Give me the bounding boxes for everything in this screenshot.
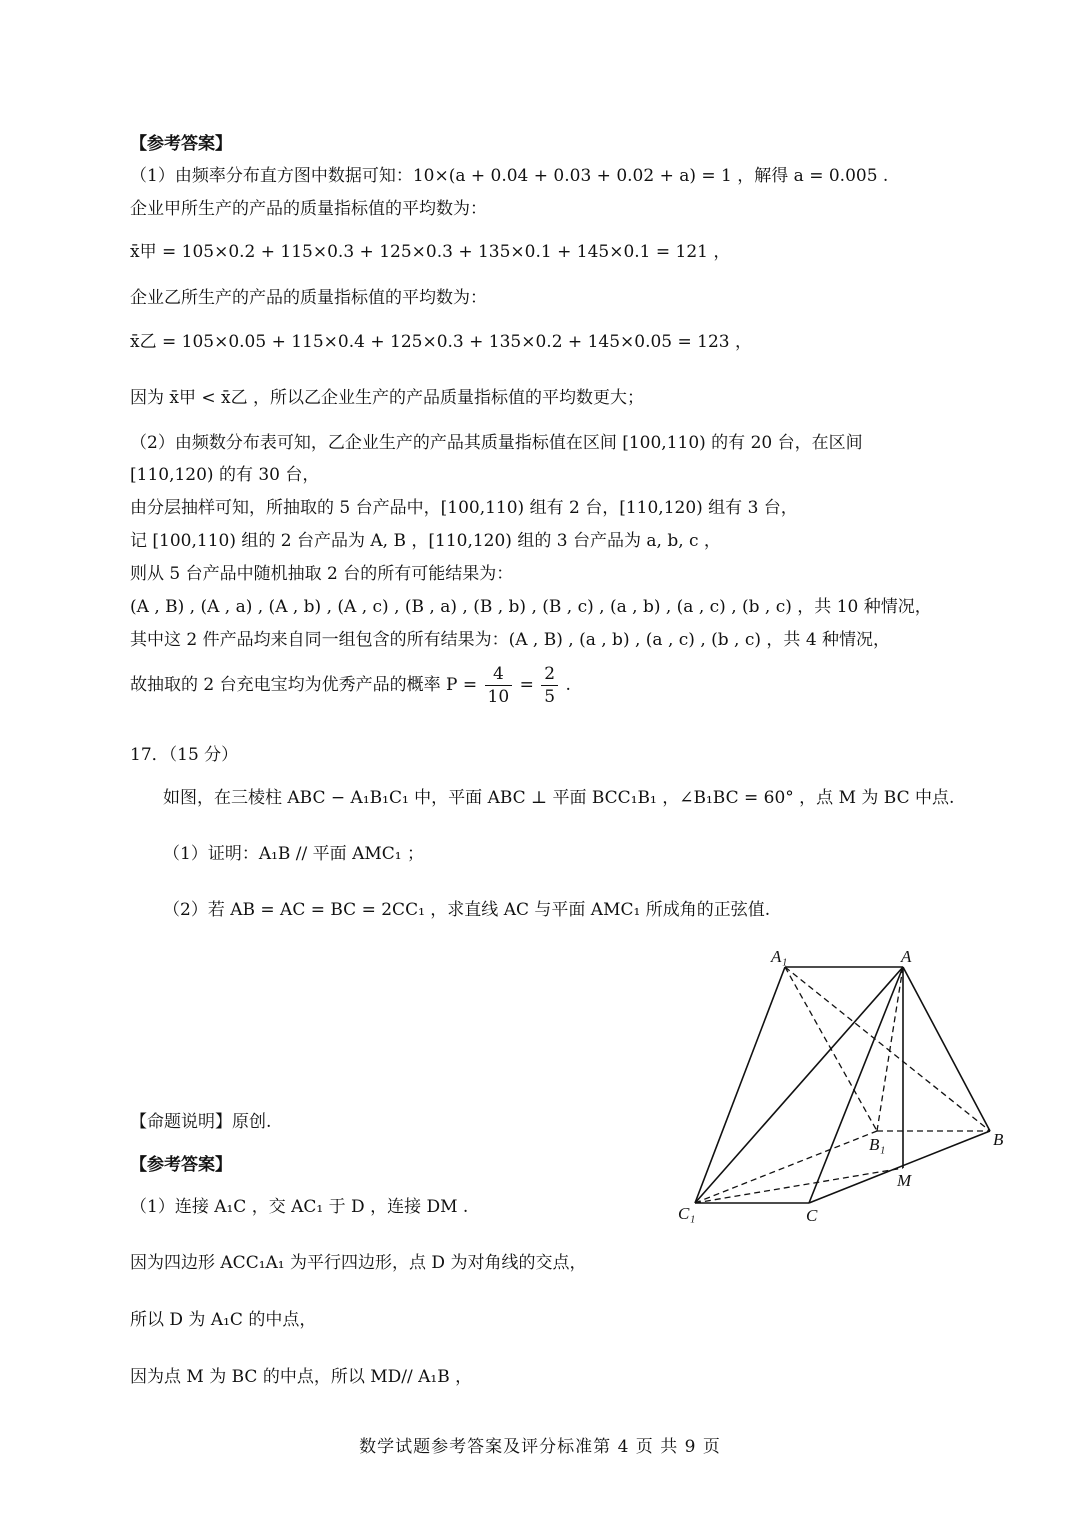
- problem-stem: 如图，在三棱柱 ABC − A₁B₁C₁ 中，平面 ABC ⊥ 平面 BCC₁B₁ ，∠B₁BC = 60° ，点 M 为 BC 中点.: [163, 788, 955, 808]
- mean-b-formula: x̄乙 = 105×0.05 + 115×0.4 + 125×0.3 + 135×0.2 + 145×0.05 = 123 ，: [130, 332, 753, 352]
- dashed-c1-m: [695, 1168, 903, 1203]
- question-1: （1）证明：A₁B // 平面 AMC₁ ；: [163, 844, 424, 864]
- answer-line-7: （2）由频数分布表可知，乙企业生产的产品其质量指标值在区间 [100,110) 的有 20 台，在区间: [130, 433, 863, 453]
- same-group-outcomes: 其中这 2 件产品均来自同一组包含的所有结果为：(A , B) , (a , b) , (a , c) , (b , c) ，共 4 种情况，: [130, 630, 891, 650]
- fraction-denominator: 5: [544, 687, 556, 707]
- dashed-a1-b: [785, 967, 990, 1131]
- label-m: M: [897, 1171, 912, 1190]
- solution-step-3: 所以 D 为 A₁C 的中点，: [130, 1310, 317, 1330]
- fraction-4-10: [485, 663, 513, 708]
- dashed-c1-b1: [695, 1131, 877, 1203]
- fraction-numerator: 4: [485, 663, 513, 686]
- solution-step-2: 因为四边形 ACC₁A₁ 为平行四边形，点 D 为对角线的交点，: [130, 1253, 587, 1273]
- answer-heading-2: 【参考答案】: [130, 1155, 232, 1175]
- answer-line-8: [110,120) 的有 30 台，: [130, 465, 320, 485]
- label-a1: A₁: [771, 947, 788, 966]
- answer-heading-1: 【参考答案】: [130, 134, 232, 154]
- probability-line: [130, 660, 571, 710]
- solution-step-1: （1）连接 A₁C ，交 AC₁ 于 D ，连接 DM .: [130, 1197, 469, 1217]
- prism-figure: [665, 940, 1010, 1230]
- label-a: A: [901, 947, 912, 966]
- equals-sign: =: [519, 675, 534, 695]
- question-2: （2）若 AB = AC = BC = 2CC₁ ，求直线 AC 与平面 AMC₁ 所成角的正弦值.: [163, 900, 771, 920]
- dashed-a1-b1: [785, 967, 877, 1131]
- period: .: [565, 675, 571, 695]
- label-b1: B₁: [869, 1135, 886, 1154]
- label-c1: C₁: [678, 1204, 696, 1223]
- probability-text: 故抽取的 2 台充电宝均为优秀产品的概率 P =: [130, 675, 478, 695]
- answer-line-9: 由分层抽样可知，所抽取的 5 台产品中，[100,110) 组有 2 台，[110,120) 组有 3 台，: [130, 498, 798, 518]
- answer-line-10: 记 [100,110) 组的 2 台产品为 A, B ，[110,120) 组的 3 台产品为 a, b, c ，: [130, 531, 721, 551]
- source-note: 【命题说明】原创.: [130, 1112, 272, 1132]
- fraction-denominator: 10: [487, 687, 510, 707]
- problem-number: 17．（15 分）: [130, 745, 239, 765]
- answer-line-6: 因为 x̄甲 < x̄乙 ，所以乙企业生产的产品质量指标值的平均数更大；: [130, 388, 645, 408]
- edge-a1-c1: [695, 967, 785, 1203]
- answer-line-4: 企业乙所生产的产品的质量指标值的平均数为：: [130, 288, 487, 308]
- label-c: C: [806, 1206, 818, 1225]
- fraction-numerator: 2: [541, 663, 558, 686]
- mean-a-formula: x̄甲 = 105×0.2 + 115×0.3 + 125×0.3 + 135×0.1 + 145×0.1 = 121 ，: [130, 242, 731, 262]
- answer-line-11: 则从 5 台产品中随机抽取 2 台的所有可能结果为：: [130, 564, 514, 584]
- page-footer: 数学试题参考答案及评分标准第 4 页 共 9 页: [359, 1437, 721, 1457]
- outcomes-list: (A , B) , (A , a) , (A , b) , (A , c) , (B , a) , (B , b) , (B , c) , (a , b) , (a , c) , (b , c) ，共 10 种情况，: [130, 597, 932, 617]
- answer-line-1: （1）由频率分布直方图中数据可知：10×(a + 0.04 + 0.03 + 0.02 + a) = 1 ，解得 a = 0.005 .: [130, 166, 889, 186]
- edge-a-b: [903, 967, 990, 1131]
- solution-step-4: 因为点 M 为 BC 的中点，所以 MD// A₁B ，: [130, 1367, 473, 1387]
- edge-c-b: [809, 1131, 990, 1203]
- answer-line-2: 企业甲所生产的产品的质量指标值的平均数为：: [130, 199, 487, 219]
- label-b: B: [993, 1130, 1004, 1149]
- edge-a-c1: [695, 967, 903, 1203]
- edge-a-c: [809, 967, 903, 1203]
- fraction-2-5: [541, 663, 558, 708]
